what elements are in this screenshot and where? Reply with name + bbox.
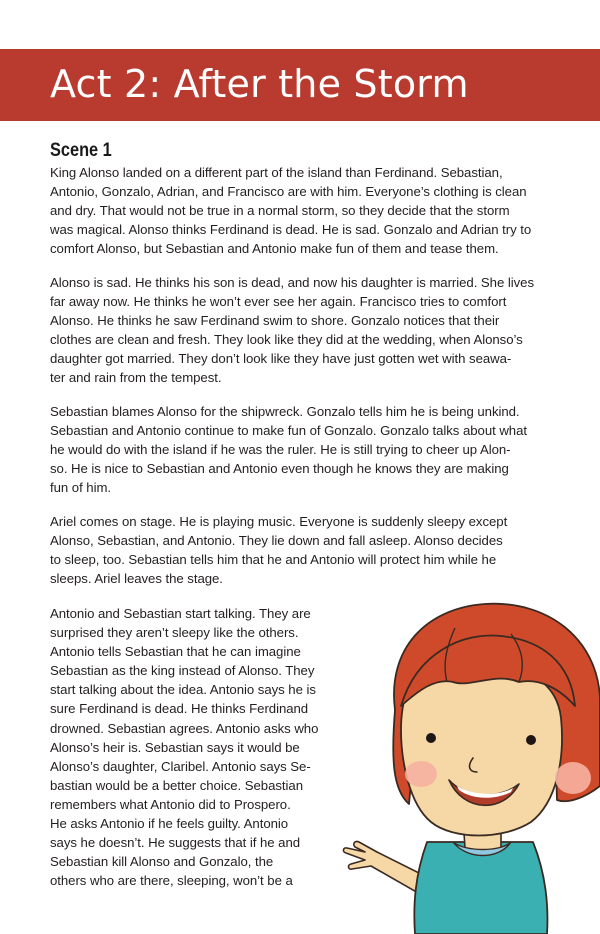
paragraph-1 — [50, 163, 560, 258]
text-line: surprised they aren’t sleepy like the others. — [50, 625, 299, 641]
text-line: He asks Antonio if he feels guilty. Antonio — [50, 816, 289, 832]
text-line: King Alonso landed on a different part of the island than Ferdinand. Sebastian, — [50, 165, 503, 180]
text-line: clothes are clean and fresh. They look like they did at the wedding, when Alonso’s — [50, 332, 523, 348]
text-line: so. He is nice to Sebastian and Antonio even though he knows they are making — [50, 461, 509, 477]
scene-heading: Scene 1 — [50, 140, 112, 161]
text-line: drowned. Sebastian agrees. Antonio asks who — [50, 720, 319, 736]
title-banner — [0, 49, 600, 121]
text-line: Ariel comes on stage. He is playing music. Everyone is suddenly sleepy except — [50, 514, 508, 529]
left-cheek — [405, 761, 437, 787]
paragraph-4 — [50, 512, 560, 588]
right-eye — [526, 735, 536, 745]
text-line: Sebastian and Antonio continue to make fun of Gonzalo. Gonzalo talks about what — [50, 423, 527, 439]
text-line: remembers what Antonio did to Prospero. — [50, 796, 291, 812]
text-line: Alonso is sad. He thinks his son is dead, and now his daughter is married. She lives — [50, 275, 534, 290]
text-line: Antonio and Sebastian start talking. They are — [50, 606, 311, 621]
text-line: Antonio tells Sebastian that he can imagine — [50, 644, 301, 660]
text-line: was magical. Alonso thinks Ferdinand is dead. He is sad. Gonzalo and Adrian try to — [50, 222, 532, 238]
text-line: others who are there, sleeping, won’t be a — [50, 873, 293, 889]
text-line: Sebastian blames Alonso for the shipwreck. Gonzalo tells him he is being unkind. — [50, 404, 520, 419]
text-line: sure Ferdinand is dead. He thinks Ferdinand — [50, 701, 309, 717]
text-line: Alonso’s daughter, Claribel. Antonio says Se- — [50, 758, 311, 774]
text-line: ter and rain from the tempest. — [50, 370, 222, 386]
text-line: he would do with the island if he was the ruler. He is still trying to cheer up Alon- — [50, 442, 511, 458]
child-illustration — [335, 590, 600, 934]
paragraph-3 — [50, 402, 560, 497]
text-line: daughter got married. They don’t look like they have just gotten wet with seawa- — [50, 351, 512, 367]
text-line: fun of him. — [50, 480, 112, 496]
text-line: Antonio, Gonzalo, Adrian, and Francisco are with him. Everyone’s clothing is clean — [50, 184, 527, 200]
right-cheek — [555, 762, 591, 794]
text-line: far away now. He thinks he won’t ever see her again. Francisco tries to comfort — [50, 294, 507, 310]
left-eye — [426, 733, 436, 743]
text-line: and dry. That would not be true in a normal storm, so they decide that the storm — [50, 203, 510, 219]
text-line: start talking about the idea. Antonio says he is — [50, 682, 316, 698]
text-line: says he doesn’t. He suggests that if he and — [50, 835, 301, 851]
text-line: bastian would be a better choice. Sebastian — [50, 777, 303, 793]
paragraph-2 — [50, 273, 560, 388]
face — [401, 664, 562, 836]
text-line: comfort Alonso, but Sebastian and Antonio make fun of them and tease them. — [50, 241, 499, 257]
page-title: Act 2: After the Storm — [50, 62, 469, 106]
text-line: Sebastian kill Alonso and Gonzalo, the — [50, 854, 274, 870]
text-line: to sleep, too. Sebastian tells him that he and Antonio will protect him while he — [50, 552, 497, 568]
text-line: Alonso, Sebastian, and Antonio. They lie down and fall asleep. Alonso decides — [50, 533, 503, 549]
text-line: Alonso’s heir is. Sebastian says it would be — [50, 739, 300, 755]
text-line: Alonso. He thinks he saw Ferdinand swim to shore. Gonzalo notices that their — [50, 313, 500, 329]
text-line: sleeps. Ariel leaves the stage. — [50, 571, 223, 587]
text-line: Sebastian as the king instead of Alonso. They — [50, 663, 315, 679]
